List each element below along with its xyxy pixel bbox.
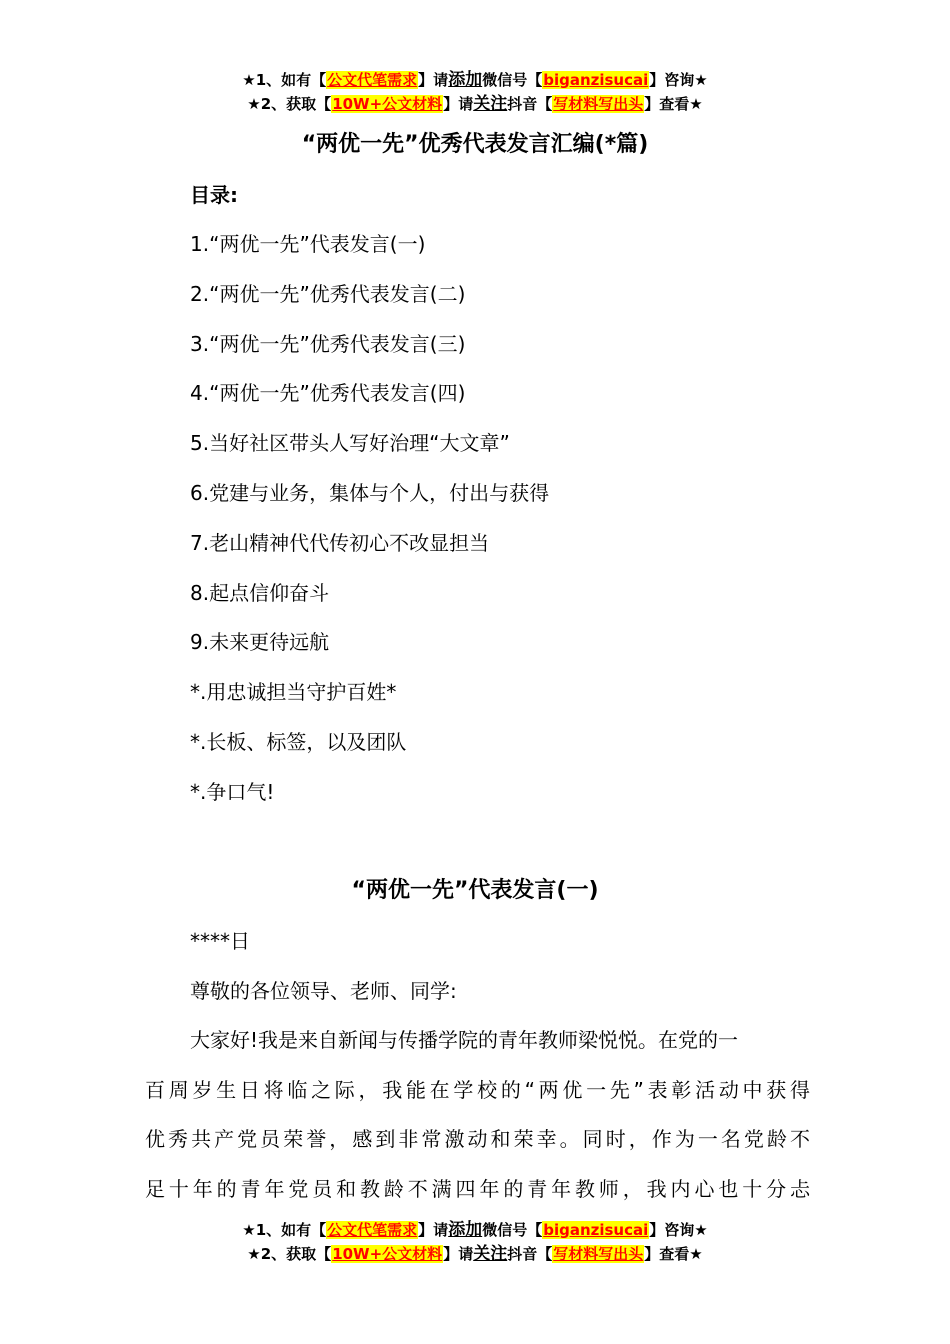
table-of-contents (190, 229, 549, 827)
banner-highlight-douyin: 写材料写出头 (553, 1245, 644, 1263)
banner-highlight-wechat-id: biganzisucai (543, 71, 649, 89)
toc-item: 8.起点信仰奋斗 (190, 580, 330, 605)
banner-highlight-materials: 10W+公文材料 (332, 95, 443, 113)
section-title: “两优一先”代表发言(一) (351, 878, 599, 903)
body-line: 百周岁生日将临之际，我能在学校的“两优一先”表彰活动中获得 (145, 1077, 810, 1102)
body-line: 优秀共产党员荣誉，感到非常激动和荣幸。同时，作为一名党龄不 (145, 1127, 810, 1151)
toc-item: 9.未来更待远航 (190, 630, 330, 655)
banner-line-2: ★2、获取【10W+公文材料】请关注抖音【写材料写出头】查看★ (247, 1244, 703, 1264)
toc-item: *.争口气! (190, 779, 275, 804)
banner-line-1: ★1、如有【公文代笔需求】请添加微信号【biganzisucai】咨询★ (242, 70, 708, 90)
banner-highlight-service: 公文代笔需求 (327, 71, 418, 89)
toc-item: 2.“两优一先”优秀代表发言(二) (190, 281, 466, 306)
header-banner (0, 68, 950, 116)
banner-highlight-douyin: 写材料写出头 (553, 95, 644, 113)
banner-highlight-materials: 10W+公文材料 (332, 1245, 443, 1263)
toc-item: *.用忠诚担当守护百姓* (190, 680, 397, 705)
toc-item: 3.“两优一先”优秀代表发言(三) (190, 331, 466, 356)
toc-heading: 目录: (190, 183, 238, 207)
banner-highlight-service: 公文代笔需求 (327, 1221, 418, 1239)
toc-item: *.长板、标签，以及团队 (190, 729, 407, 754)
toc-item: 4.“两优一先”优秀代表发言(四) (190, 381, 466, 406)
banner-highlight-wechat-id: biganzisucai (543, 1221, 649, 1239)
body-line: 足十年的青年党员和教龄不满四年的青年教师，我内心也十分忐 (145, 1176, 810, 1201)
body-line: 大家好!我是来自新闻与传播学院的青年教师梁悦悦。在党的一 (190, 1028, 739, 1052)
toc-item: 1.“两优一先”代表发言(一) (190, 232, 426, 256)
banner-line-2: ★2、获取【10W+公文材料】请关注抖音【写材料写出头】查看★ (247, 94, 703, 114)
toc-item: 6.党建与业务，集体与个人，付出与获得 (190, 480, 550, 505)
speech-body (145, 1020, 810, 1218)
speech-salutation: 尊敬的各位领导、老师、同学: (190, 979, 457, 1003)
toc-item: 7.老山精神代代传初心不改显担当 (190, 530, 490, 555)
speech-date: ****日 (190, 929, 250, 953)
footer-banner (0, 1218, 950, 1266)
banner-line-1: ★1、如有【公文代笔需求】请添加微信号【biganzisucai】咨询★ (242, 1220, 708, 1240)
toc-item: 5.当好社区带头人写好治理“大文章” (190, 431, 510, 456)
document-title: “两优一先”优秀代表发言汇编(*篇) (301, 132, 649, 157)
